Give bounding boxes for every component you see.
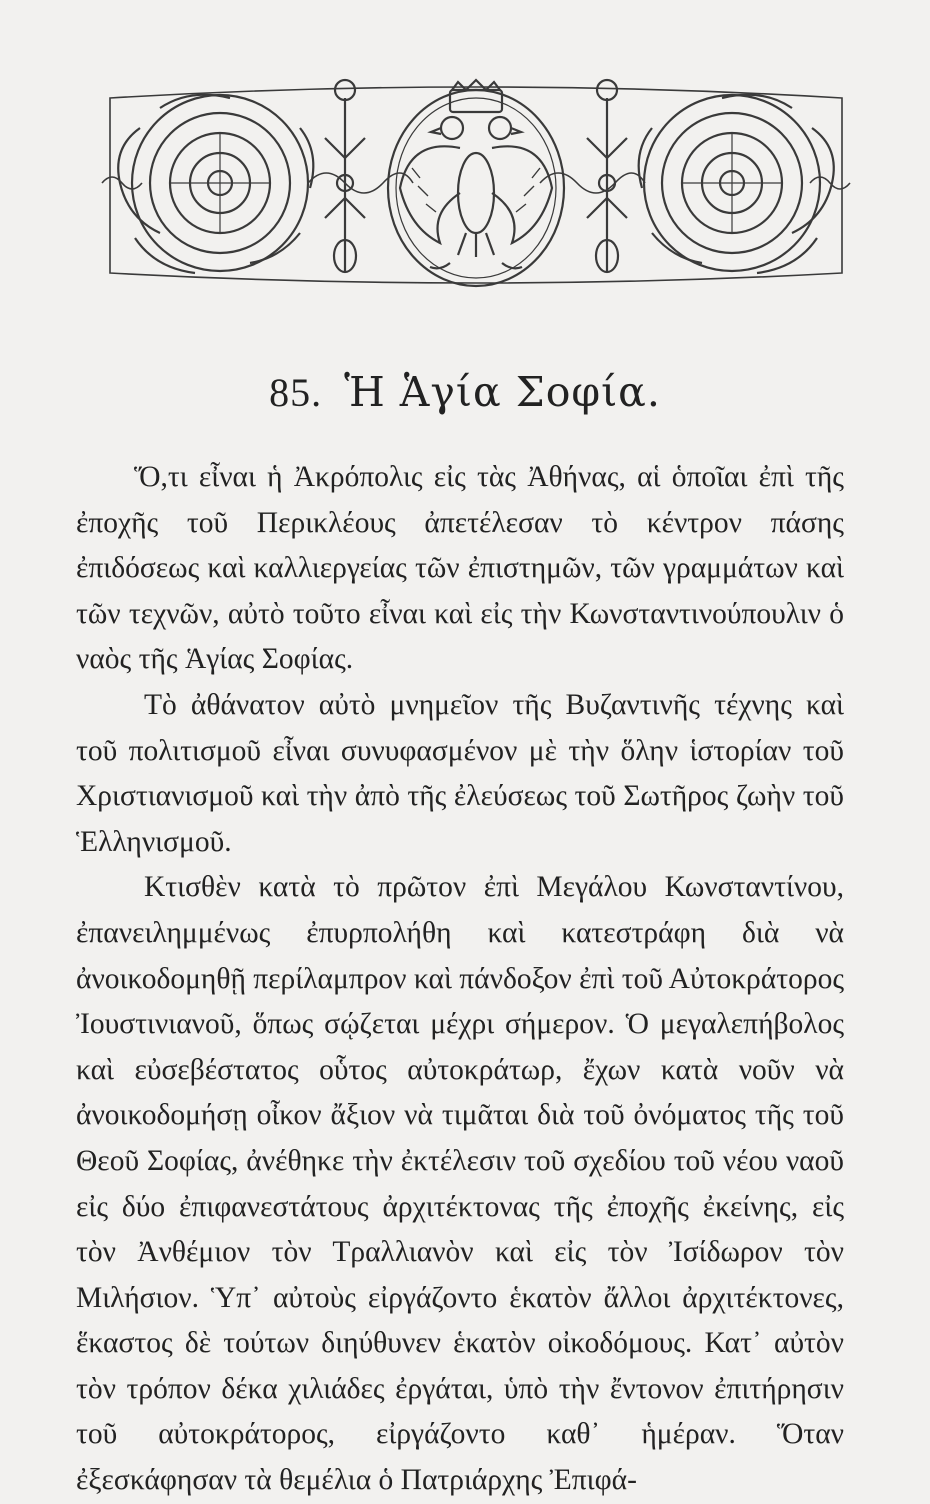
paragraph-1: Ὅ,τι εἶναι ἡ Ἀκρόπολις εἰς τὰς Ἀθήνας, αἱ ὁποῖαι ἐπὶ τῆς ἐποχῆς τοῦ Περικλέους ἀπετέλεσαν τὸ κέντρον πάσης ἐπιδόσεως καὶ καλλιεργείας τῶν ἐπιστημῶν, τῶν γραμμάτων καὶ τῶν τεχνῶν, αὐτὸ τοῦτο εἶναι καὶ εἰς τὴν Κωνσταντινούπουλιν ὁ ναὸς τῆς Ἁγίας Σοφίας. (76, 461, 844, 676)
right-spiral-roundel-icon (639, 95, 834, 273)
chapter-body (76, 455, 844, 1504)
ornamental-headpiece (100, 68, 852, 300)
paragraph-3: Κτισθὲν κατὰ τὸ πρῶτον ἐπὶ Μεγάλου Κωνσταντίνου, ἐπανειλημμένως ἐπυρπολήθη καὶ κατεστράφη διὰ νὰ ἀνοικοδομηθῇ περίλαμπρον καὶ πάνδοξον ἐπὶ τοῦ Αὐτοκράτορος Ἰουστινιανοῦ, ὅπως σῴζεται μέχρι σήμερον. Ὁ μεγαλεπήβολος καὶ εὐσεβέστατος οὗτος αὐτοκράτωρ, ἔχων κατὰ νοῦν νὰ ἀνοικοδομήσῃ οἶκον ἄξιον νὰ τιμᾶται διὰ τοῦ ὀνόματος τῆς τοῦ Θεοῦ Σοφίας, ἀνέθηκε τὴν ἐκτέλεσιν τοῦ σχεδίου τοῦ νέου ναοῦ εἰς δύο ἐπιφανεστάτους ἀρχιτέκτονας τῆς ἐποχῆς ἐκείνης, εἰς τὸν Ἀνθέμιον τὸν Τραλλιανὸν καὶ εἰς τὸν Ἰσίδωρον τὸν Μιλήσιον. Ὑπ᾽ αὐτοὺς εἰργάζοντο ἑκατὸν ἄλλοι ἀρχιτέκτονες, ἕκαστος δὲ τούτων διηύθυνεν ἑκατὸν οἰκοδόμους. Κατ᾽ αὐτὸν τὸν τρόπον δέκα χιλιάδες ἐργάται, ὑπὸ τὴν ἔντονον ἐπιτήρησιν τοῦ αὐτοκράτορος, εἰργάζοντο καθ᾽ ἡμέραν. Ὅταν ἐξεσκάφησαν τὰ θεμέλια ὁ Πατριάρχης Ἐπιφά- (76, 871, 844, 1497)
chapter-number: 85. (269, 370, 323, 415)
paragraph-2: Τὸ ἀθάνατον αὐτὸ μνημεῖον τῆς Βυζαντινῆς τέχνης καὶ τοῦ πολιτισμοῦ εἶναι συνυφασμένον μὲ τὴν ὅλην ἱστορίαν τοῦ Χριστιανισμοῦ καὶ τὴν ἀπὸ τῆς ἐλεύσεως τοῦ Σωτῆρος ζωὴν τοῦ Ἑλληνισμοῦ. (76, 688, 844, 858)
chapter-title: Ἡ Ἁγία Σοφία. (344, 368, 661, 416)
left-spiral-roundel-icon (118, 95, 313, 273)
double-headed-eagle-icon (388, 80, 564, 286)
chapter-heading (0, 368, 930, 416)
left-scepter-icon (325, 80, 365, 273)
